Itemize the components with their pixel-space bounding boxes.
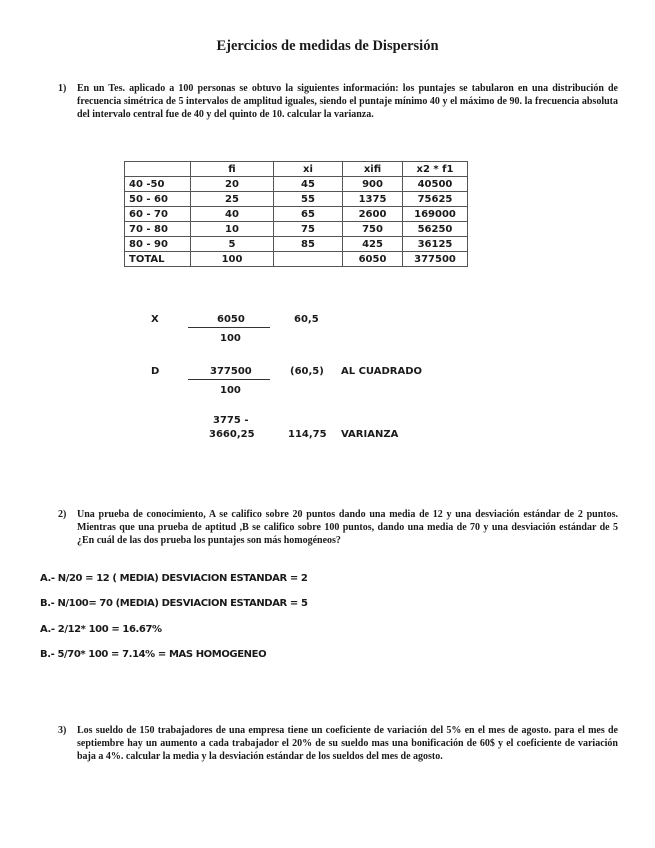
table-cell: 36125 <box>403 237 468 252</box>
table-cell: 75 <box>274 222 343 237</box>
variance-label: VARIANZA <box>341 429 399 440</box>
table-cell: 425 <box>343 237 403 252</box>
table-header-cell: x2 * f1 <box>403 162 468 177</box>
table-cell: 65 <box>274 207 343 222</box>
table-cell: 70 - 80 <box>125 222 191 237</box>
exercise-1 <box>58 82 618 121</box>
variance-result: 114,75 <box>288 429 327 440</box>
table-cell: 1375 <box>343 192 403 207</box>
answer-line: A.- N/20 = 12 ( MEDIA) DESVIACION ESTANDAR = 2 <box>40 573 308 584</box>
answer-line: A.- 2/12* 100 = 16.67% <box>40 624 162 635</box>
table-cell: 45 <box>274 177 343 192</box>
table-cell: 377500 <box>403 252 468 267</box>
table-row <box>125 222 468 237</box>
table-cell: 750 <box>343 222 403 237</box>
exercise-1-number: 1) <box>58 83 67 94</box>
table-cell: 80 - 90 <box>125 237 191 252</box>
frequency-table <box>124 161 468 267</box>
page-title: Ejercicios de medidas de Dispersión <box>216 38 439 54</box>
exercise-3-text: Los sueldo de 150 trabajadores de una empresa tiene un coeficiente de variación del 5% en el mes de agosto. para el mes de septiembre hay un aumento a cada trabajador el 20% de su sueldo mas una bonificación de 60$ y el coeficiente de variación baja a 4%. calcular la media y la desviación estándar de los sueldos del mes de agosto. <box>77 725 618 762</box>
exercise-2 <box>58 508 618 547</box>
table-row <box>125 252 468 267</box>
table-cell: 2600 <box>343 207 403 222</box>
exercise-3-number: 3) <box>58 725 67 736</box>
table-row <box>125 237 468 252</box>
table-cell: 900 <box>343 177 403 192</box>
table-cell: 40 <box>191 207 274 222</box>
table-cell: 60 - 70 <box>125 207 191 222</box>
table-header-cell: fi <box>191 162 274 177</box>
table-header-row <box>125 162 468 177</box>
answer-line: B.- 5/70* 100 = 7.14% = MAS HOMOGENEO <box>40 649 267 660</box>
table-cell: 75625 <box>403 192 468 207</box>
table-cell: 25 <box>191 192 274 207</box>
exercise-1-text: En un Tes. aplicado a 100 personas se obtuvo la siguientes información: los puntajes se tabularon en una distribución de frecuencia simétrica de 5 intervalos de amplitud iguales, siendo el puntaje mínimo 40 y el máximo de 90. la frecuencia absoluta del intervalo central fue de 40 y del quinto de 10. calcular la varianza. <box>77 83 618 120</box>
dispersion-numerator: 377500 <box>210 366 252 377</box>
mean-fraction-line <box>188 327 270 328</box>
mean-result: 60,5 <box>294 314 319 325</box>
table-cell: 100 <box>191 252 274 267</box>
table-cell: 20 <box>191 177 274 192</box>
table-row <box>125 192 468 207</box>
table-cell: 85 <box>274 237 343 252</box>
variance-step-1: 3775 - <box>213 415 249 426</box>
exercise-3 <box>58 724 618 763</box>
table-cell: 50 - 60 <box>125 192 191 207</box>
dispersion-note: AL CUADRADO <box>341 366 423 377</box>
table-row <box>125 177 468 192</box>
answer-line: B.- N/100= 70 (MEDIA) DESVIACION ESTANDAR = 5 <box>40 598 308 609</box>
mean-numerator: 6050 <box>217 314 245 325</box>
table-cell: 5 <box>191 237 274 252</box>
dispersion-mean: (60,5) <box>290 366 324 377</box>
variance-step-2: 3660,25 <box>209 429 255 440</box>
table-cell: 169000 <box>403 207 468 222</box>
table-header-cell: xifi <box>343 162 403 177</box>
table-row <box>125 207 468 222</box>
exercise-2-text: Una prueba de conocimiento, A se califico sobre 20 puntos dando una media de 12 y una desviación estándar de 2 puntos. Mientras que una prueba de aptitud ,B se califico sobre 100 puntos, dando una media de 70 y una desviación estándar de 5 ¿En cuál de las dos prueba los puntajes son más homogéneos? <box>77 509 618 546</box>
table-header-cell <box>125 162 191 177</box>
dispersion-denominator: 100 <box>220 385 241 396</box>
table-header-cell: xi <box>274 162 343 177</box>
mean-label: X <box>151 314 159 325</box>
mean-denominator: 100 <box>220 333 241 344</box>
dispersion-label: D <box>151 366 160 377</box>
table-cell: 40 -50 <box>125 177 191 192</box>
table-cell: TOTAL <box>125 252 191 267</box>
table-cell: 56250 <box>403 222 468 237</box>
table-cell: 6050 <box>343 252 403 267</box>
dispersion-fraction-line <box>188 379 270 380</box>
exercise-2-number: 2) <box>58 509 67 520</box>
table-cell <box>274 252 343 267</box>
table-cell: 40500 <box>403 177 468 192</box>
table-cell: 10 <box>191 222 274 237</box>
table-cell: 55 <box>274 192 343 207</box>
